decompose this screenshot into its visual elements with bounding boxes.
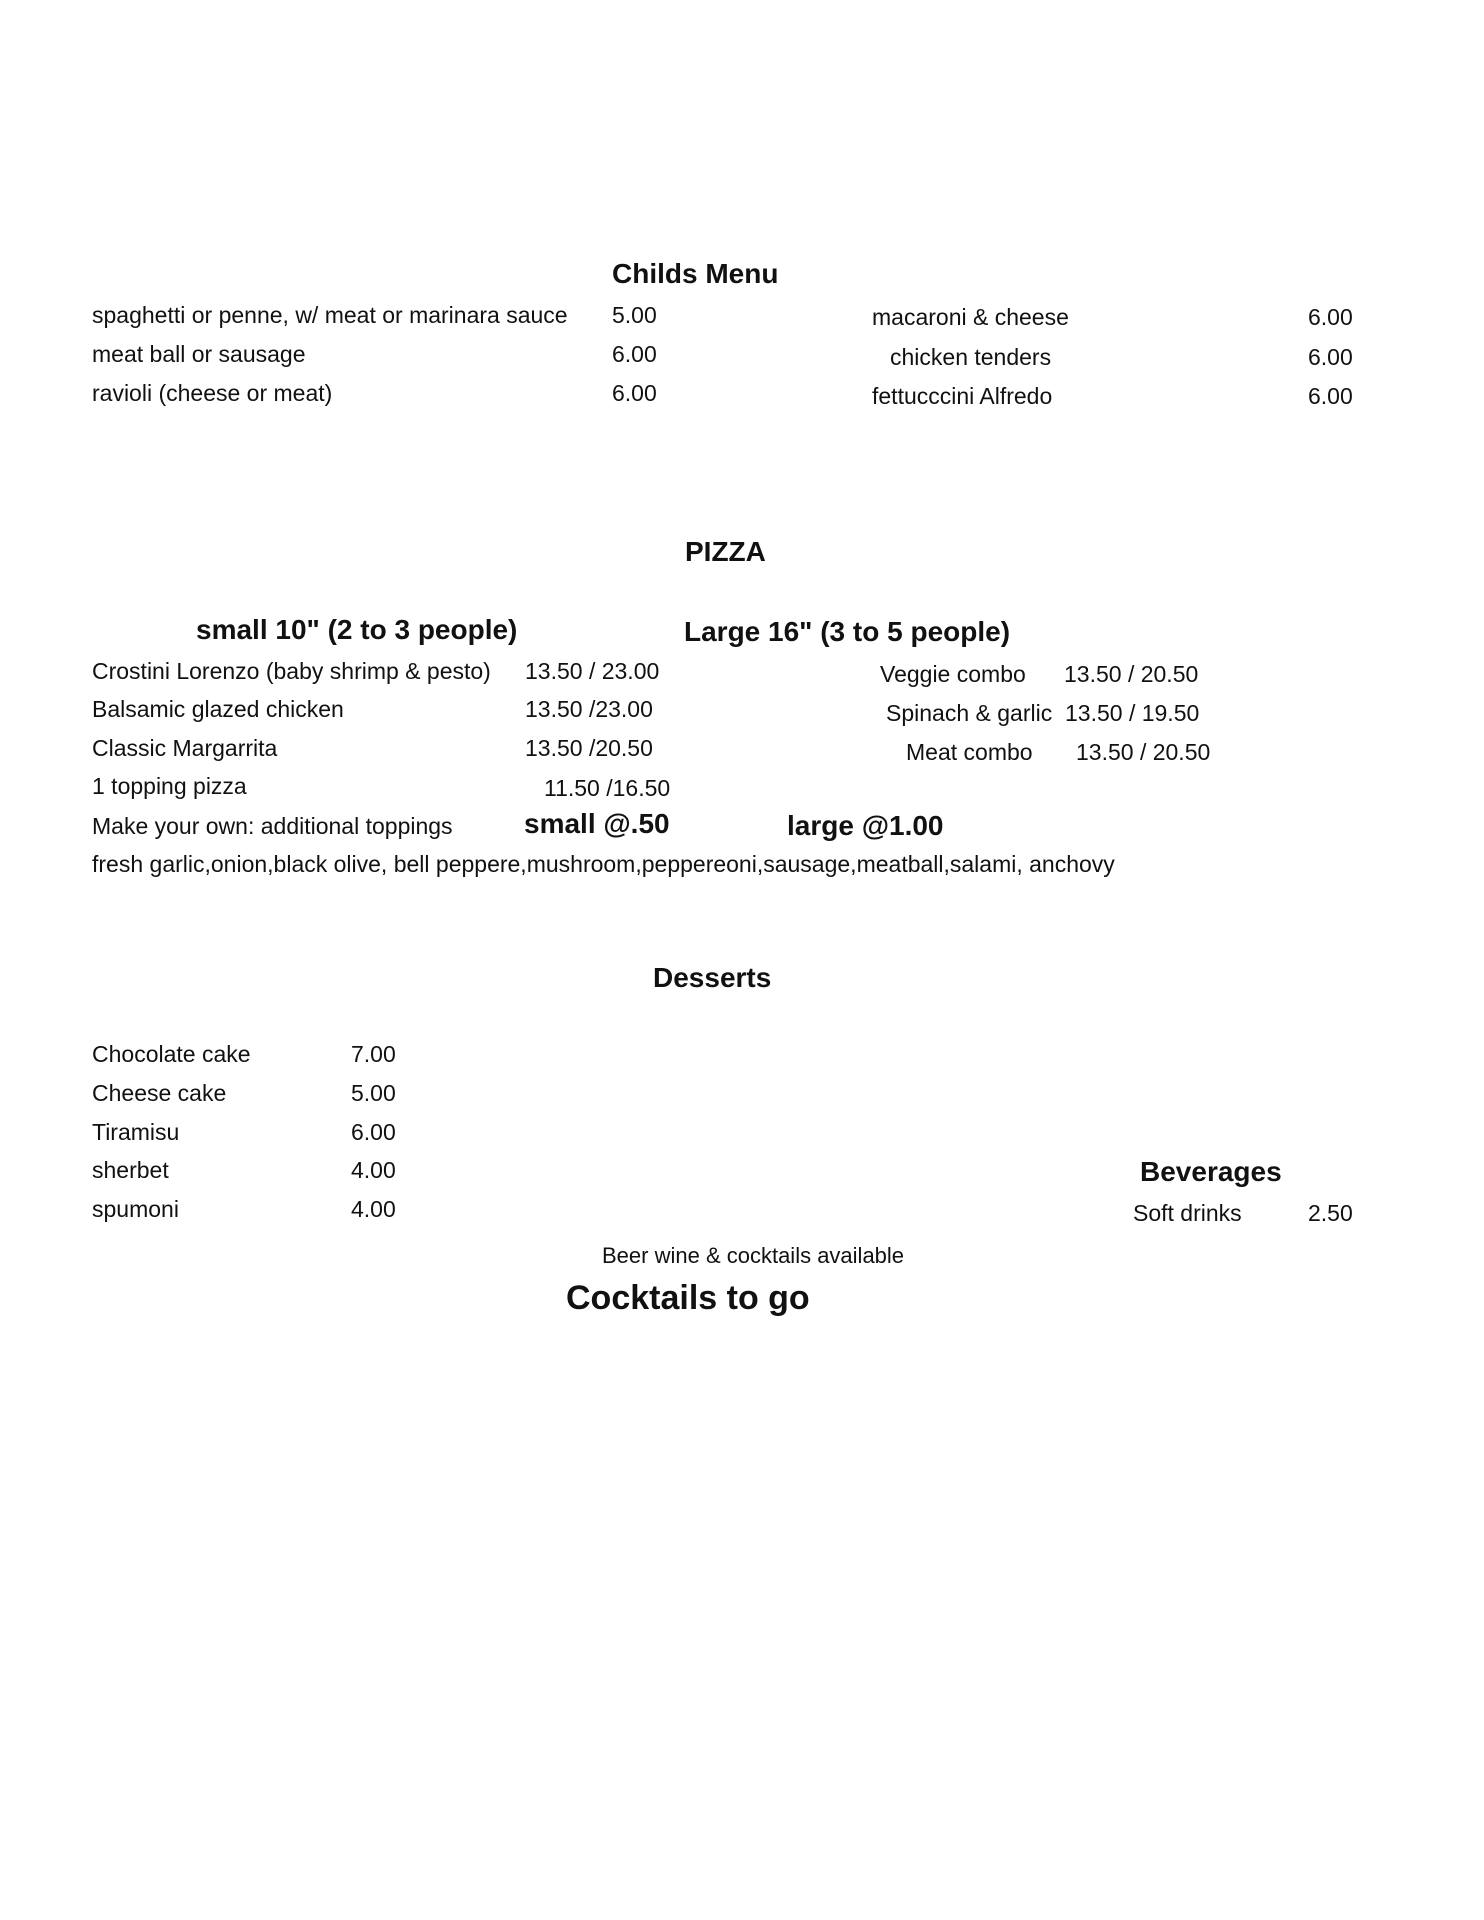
make-your-own-label: Make your own: additional toppings [92, 813, 453, 839]
dessert-item-name: Chocolate cake [92, 1041, 251, 1067]
childs-item-name: macaroni & cheese [872, 304, 1069, 330]
pizza-item-name: Balsamic glazed chicken [92, 696, 344, 722]
pizza-large-header: Large 16" (3 to 5 people) [684, 616, 1011, 647]
pizza-item-price: 11.50 /16.50 [544, 775, 671, 801]
dessert-item-name: spumoni [92, 1196, 179, 1222]
beverages-title: Beverages [1140, 1156, 1282, 1187]
pizza-item-name: Meat combo [906, 739, 1033, 765]
beverage-item-price: 2.50 [1308, 1200, 1353, 1226]
beer-wine-note: Beer wine & cocktails available [602, 1243, 905, 1268]
childs-item-price: 5.00 [612, 302, 657, 328]
pizza-item-name: Spinach & garlic [886, 700, 1053, 726]
pizza-item-price: 13.50 /23.00 [525, 696, 653, 722]
pizza-item-price: 13.50 / 20.50 [1064, 661, 1199, 687]
pizza-title: PIZZA [685, 536, 766, 567]
childs-item-price: 6.00 [612, 380, 657, 406]
childs-menu-title: Childs Menu [612, 258, 779, 289]
dessert-item-name: Cheese cake [92, 1080, 227, 1106]
pizza-item-price: 13.50 / 19.50 [1065, 700, 1200, 726]
pizza-small-header: small 10" (2 to 3 people) [196, 614, 518, 645]
toppings-list: fresh garlic,onion,black olive, bell peppere,mushroom,peppereoni,sausage,meatball,salami, anchovy [92, 851, 1115, 877]
pizza-item-name: Veggie combo [880, 661, 1026, 687]
dessert-item-price: 4.00 [351, 1196, 396, 1222]
childs-item-name: spaghetti or penne, w/ meat or marinara sauce [92, 302, 568, 328]
childs-item-name: fettucccini Alfredo [872, 383, 1053, 409]
childs-item-price: 6.00 [1308, 383, 1353, 409]
childs-item-price: 6.00 [1308, 344, 1353, 370]
large-topping-price: large @1.00 [787, 810, 944, 841]
small-topping-price: small @.50 [524, 808, 670, 839]
dessert-item-name: sherbet [92, 1157, 169, 1183]
beverage-item-name: Soft drinks [1133, 1200, 1242, 1226]
dessert-item-name: Tiramisu [92, 1119, 180, 1145]
dessert-item-price: 5.00 [351, 1080, 396, 1106]
childs-item-name: chicken tenders [890, 344, 1052, 370]
dessert-item-price: 4.00 [351, 1157, 396, 1183]
pizza-item-name: Classic Margarrita [92, 735, 278, 761]
pizza-item-price: 13.50 / 20.50 [1076, 739, 1211, 765]
pizza-item-price: 13.50 /20.50 [525, 735, 653, 761]
pizza-item-name: 1 topping pizza [92, 773, 247, 799]
childs-item-price: 6.00 [612, 341, 657, 367]
dessert-item-price: 7.00 [351, 1041, 396, 1067]
desserts-title: Desserts [653, 962, 772, 993]
cocktails-to-go-headline: Cocktails to go [566, 1279, 810, 1317]
childs-item-name: meat ball or sausage [92, 341, 306, 367]
childs-item-price: 6.00 [1308, 304, 1353, 330]
dessert-item-price: 6.00 [351, 1119, 396, 1145]
childs-item-name: ravioli (cheese or meat) [92, 380, 333, 406]
pizza-item-price: 13.50 / 23.00 [525, 658, 660, 684]
pizza-item-name: Crostini Lorenzo (baby shrimp & pesto) [92, 658, 491, 684]
